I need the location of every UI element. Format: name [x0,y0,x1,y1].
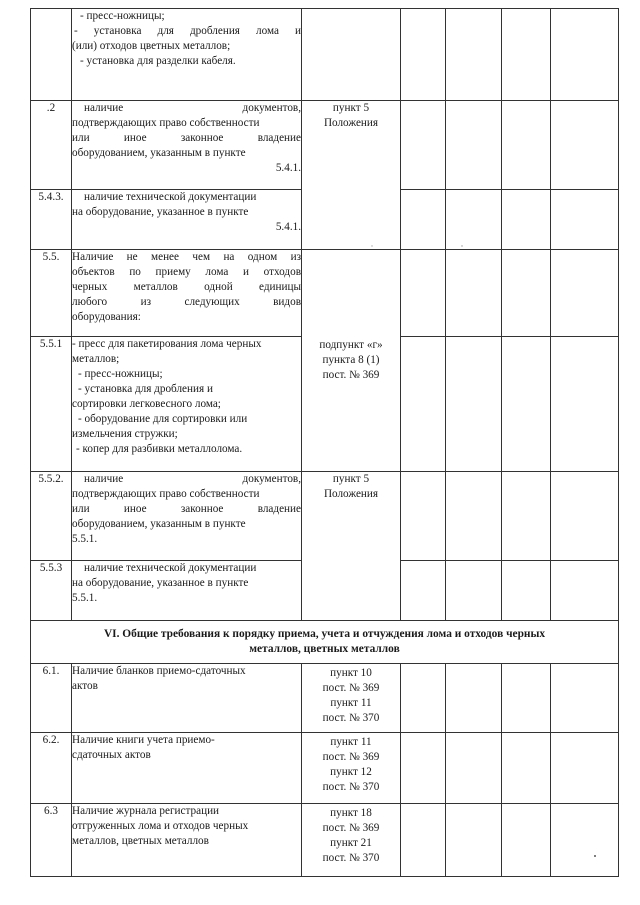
check-cell [401,9,446,101]
check-cell [446,561,502,621]
check-cell [446,733,502,804]
item-description: Наличие книги учета приемо- сдаточных актов [72,733,302,804]
check-cell [551,190,619,250]
item-description: Наличие бланков приемо-сдаточных актов [72,664,302,733]
item-number: 5.5.1 [31,337,72,472]
check-cell [502,561,551,621]
item-number: 5.5.2. [31,472,72,561]
item-number: 6.1. [31,664,72,733]
check-cell [446,250,502,337]
item-description: наличие документов, подтверждающих право собственности или иное законное владение оборудованием, указанным в пункте 5.5.1. [72,472,302,561]
requirements-table [30,8,619,877]
table-row [31,804,619,877]
check-cell [401,733,446,804]
check-cell [502,101,551,190]
check-cell [401,561,446,621]
check-cell [446,101,502,190]
reference-cell: пункт 10 пост. № 369 пункт 11 пост. № 370 [302,664,401,733]
check-cell [551,101,619,190]
check-cell [401,664,446,733]
item-description: - пресс для пакетирования лома черных металлов; - пресс-ножницы; - установка для дробления и сортировки легковесного лома; - оборудование для сортировки или измельчения стружки; - копер для разбивки металлолома. [72,337,302,472]
check-cell [446,190,502,250]
item-description: Наличие не менее чем на одном из объектов по приему лома и отходов черных металлов одной единицы любого из следующих видов оборудования: [72,250,302,337]
check-cell [446,337,502,472]
reference-cell: подпункт «г» пункта 8 (1) пост. № 369 [302,250,401,472]
check-cell [401,250,446,337]
table-row [31,664,619,733]
table-row [31,250,619,337]
item-description: Наличие журнала регистрации отгруженных лома и отходов черных металлов, цветных металлов [72,804,302,877]
check-cell [401,337,446,472]
check-cell [502,804,551,877]
check-cell [446,9,502,101]
check-cell [401,101,446,190]
check-cell [551,472,619,561]
check-cell [401,804,446,877]
section-title: VI. Общие требования к порядку приема, учета и отчуждения лома и отходов черных металлов, цветных металлов [31,621,619,664]
check-cell [502,664,551,733]
check-cell [502,9,551,101]
item-description: наличие документов, подтверждающих право собственности или иное законное владение оборудованием, указанным в пункте 5.4.1. [72,101,302,190]
check-cell [551,250,619,337]
item-description: наличие технической документации на оборудование, указанное в пункте 5.4.1. [72,190,302,250]
item-number: 5.4.3. [31,190,72,250]
check-cell [401,190,446,250]
item-number: .2 [31,101,72,190]
check-cell [551,561,619,621]
reference-cell: пункт 18 пост. № 369 пункт 21 пост. № 370 [302,804,401,877]
check-cell [502,190,551,250]
reference-cell [302,9,401,101]
reference-cell: пункт 5 Положения [302,472,401,621]
reference-cell: пункт 11 пост. № 369 пункт 12 пост. № 370 [302,733,401,804]
check-cell [446,664,502,733]
item-description: - пресс-ножницы; - установка для дробления лома и (или) отходов цветных металлов; - установка для разделки кабеля. [72,9,302,101]
check-cell [446,472,502,561]
item-number: 5.5. [31,250,72,337]
check-cell [502,733,551,804]
check-cell [551,337,619,472]
table-row [31,101,619,190]
check-cell [401,472,446,561]
check-cell [502,337,551,472]
check-cell [551,733,619,804]
item-description: наличие технической документации на оборудование, указанное в пункте 5.5.1. [72,561,302,621]
section-header-row [31,621,619,664]
check-cell [551,664,619,733]
check-cell [502,250,551,337]
table-row [31,733,619,804]
item-number: 5.5.3 [31,561,72,621]
check-cell [551,9,619,101]
item-number: 6.3 [31,804,72,877]
item-number: 6.2. [31,733,72,804]
table-row [31,472,619,561]
table-row [31,9,619,101]
reference-cell: пункт 5 Положения [302,101,401,250]
check-cell [551,804,619,877]
check-cell [502,472,551,561]
item-number [31,9,72,101]
check-cell [446,804,502,877]
